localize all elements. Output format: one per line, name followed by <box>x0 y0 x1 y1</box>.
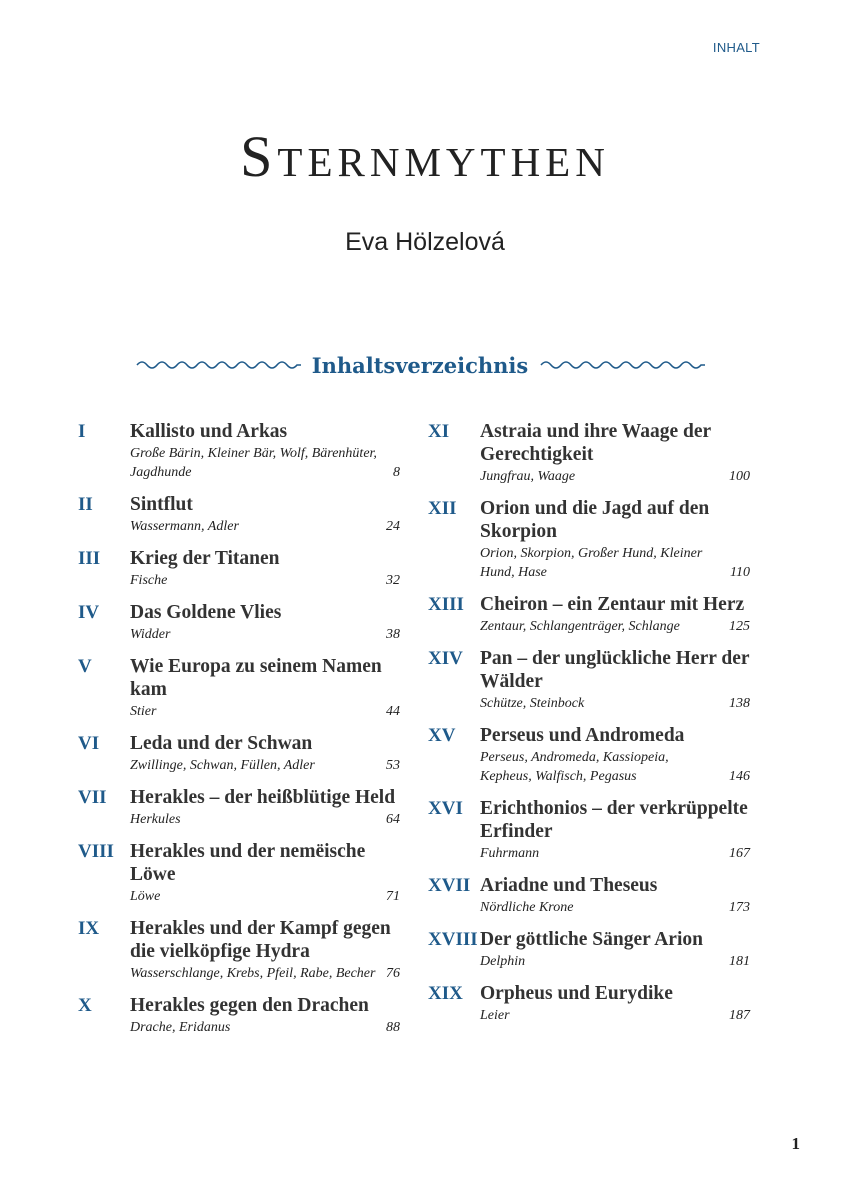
constellation-list: Nördliche Krone <box>480 900 574 915</box>
toc-entry[interactable] <box>428 593 750 636</box>
chapter-title: Erichthonios – der verkrüppelte Erfinder <box>480 798 748 842</box>
book-author: Eva Hölzelová <box>345 228 505 256</box>
chapter-numeral: X <box>78 995 92 1016</box>
toc-entry[interactable] <box>78 493 400 536</box>
toc-entry[interactable] <box>78 601 400 644</box>
chapter-title: Krieg der Titanen <box>130 548 280 569</box>
chapter-numeral: VIII <box>78 841 114 862</box>
section-label: INHALT <box>712 40 760 55</box>
toc-entry[interactable] <box>428 724 750 786</box>
constellation-list: Zwillinge, Schwan, Füllen, Adler <box>130 758 315 773</box>
toc-entry[interactable] <box>78 547 400 590</box>
toc-entry[interactable] <box>78 420 400 482</box>
constellation-list: Delphin <box>480 954 526 969</box>
page-ref: 71 <box>386 889 400 904</box>
constellation-list: Leier <box>480 1008 510 1023</box>
wave-ornament-left-icon <box>135 358 301 372</box>
constellation-list: Fuhrmann <box>480 846 540 861</box>
book-title: Sternmythen <box>240 124 610 189</box>
chapter-numeral: XI <box>428 421 450 442</box>
chapter-title: Herakles und der nemëische Löwe <box>130 841 366 885</box>
constellation-list: Löwe <box>130 889 161 904</box>
constellation-list: Schütze, Steinbock <box>480 696 585 711</box>
chapter-title: Cheiron – ein Zentaur mit Herz <box>480 594 745 615</box>
chapter-title: Herakles gegen den Drachen <box>130 995 369 1016</box>
constellation-list: Fische <box>130 573 168 588</box>
page-ref: 32 <box>386 573 400 588</box>
constellation-list: Drache, Eridanus <box>130 1020 231 1035</box>
chapter-numeral: I <box>78 421 86 442</box>
constellation-list: Zentaur, Schlangenträger, Schlange <box>480 619 680 634</box>
chapter-numeral: XVIII <box>428 929 478 950</box>
toc-entry[interactable] <box>78 994 400 1037</box>
toc-entry[interactable] <box>78 786 400 829</box>
chapter-numeral: III <box>78 548 101 569</box>
chapter-numeral: V <box>78 656 92 677</box>
toc-column-left <box>78 420 400 1048</box>
toc-entry[interactable] <box>428 497 750 582</box>
constellation-list: Herkules <box>130 812 181 827</box>
chapter-title: Der göttliche Sänger Arion <box>480 929 703 950</box>
page-ref: 64 <box>386 812 400 827</box>
chapter-title: Ariadne und Theseus <box>480 875 658 896</box>
chapter-numeral: VI <box>78 733 100 754</box>
wave-ornament-right-icon <box>539 358 705 372</box>
page-ref: 88 <box>386 1020 400 1035</box>
chapter-title: Pan – der unglückliche Herr der Wälder <box>480 648 750 692</box>
toc-entry[interactable] <box>428 928 750 971</box>
toc-heading: Inhaltsverzeichnis <box>311 352 529 378</box>
constellation-list: Orion, Skorpion, Großer Hund, Kleiner Hund, Hase <box>480 546 703 580</box>
chapter-title: Wie Europa zu seinem Namen kam <box>130 656 382 700</box>
constellation-list: Große Bärin, Kleiner Bär, Wolf, Bärenhüter, Jagdhunde <box>130 446 377 480</box>
page-ref: 146 <box>729 769 750 784</box>
toc-entry[interactable] <box>78 917 400 983</box>
constellation-list: Perseus, Andromeda, Kassiopeia, Kepheus, Walfisch, Pegasus <box>480 750 669 784</box>
toc-entry[interactable] <box>78 655 400 721</box>
chapter-title: Herakles und der Kampf gegen die vielköpfige Hydra <box>130 918 391 962</box>
chapter-numeral: XIII <box>428 594 464 615</box>
page-ref: 125 <box>729 619 750 634</box>
chapter-title: Perseus und Andromeda <box>480 725 685 746</box>
chapter-numeral: XIX <box>428 983 463 1004</box>
page-ref: 53 <box>386 758 400 773</box>
toc-entry[interactable] <box>428 874 750 917</box>
chapter-title: Kallisto und Arkas <box>130 421 288 442</box>
chapter-numeral: XV <box>428 725 456 746</box>
chapter-numeral: II <box>78 494 93 515</box>
toc-entry[interactable] <box>78 840 400 906</box>
chapter-numeral: XVI <box>428 798 463 819</box>
constellation-list: Jungfrau, Waage <box>480 469 576 484</box>
constellation-list: Wasserschlange, Krebs, Pfeil, Rabe, Becher <box>130 966 376 981</box>
constellation-list: Wassermann, Adler <box>130 519 239 534</box>
chapter-numeral: XII <box>428 498 457 519</box>
constellation-list: Widder <box>130 627 171 642</box>
constellation-list: Stier <box>130 704 157 719</box>
chapter-title: Orion und die Jagd auf den Skorpion <box>480 498 710 542</box>
chapter-numeral: XIV <box>428 648 463 669</box>
toc-entry[interactable] <box>428 420 750 486</box>
toc-entry[interactable] <box>428 982 750 1025</box>
page-ref: 187 <box>729 1008 750 1023</box>
chapter-title: Astraia und ihre Waage der Gerechtigkeit <box>480 421 711 465</box>
toc-entry[interactable] <box>428 647 750 713</box>
page-ref: 44 <box>386 704 400 719</box>
chapter-numeral: IV <box>78 602 100 623</box>
toc-entry[interactable] <box>428 797 750 863</box>
page-ref: 76 <box>386 966 400 981</box>
chapter-title: Das Goldene Vlies <box>130 602 282 623</box>
chapter-title: Orpheus und Eurydike <box>480 983 673 1004</box>
page-ref: 173 <box>729 900 750 915</box>
chapter-title: Herakles – der heißblütige Held <box>130 787 396 808</box>
page-number: 1 <box>791 1134 800 1153</box>
chapter-numeral: VII <box>78 787 107 808</box>
page-ref: 167 <box>729 846 750 861</box>
page-ref: 24 <box>386 519 400 534</box>
page-ref: 100 <box>729 469 750 484</box>
page-ref: 181 <box>729 954 750 969</box>
toc-heading-row <box>135 350 705 380</box>
page-ref: 8 <box>393 465 400 480</box>
page-ref: 110 <box>730 565 750 580</box>
page-ref: 138 <box>729 696 750 711</box>
chapter-title: Sintflut <box>130 494 193 515</box>
toc-entry[interactable] <box>78 732 400 775</box>
toc-column-right <box>428 420 750 1036</box>
chapter-title: Leda und der Schwan <box>130 733 313 754</box>
page-ref: 38 <box>386 627 400 642</box>
chapter-numeral: IX <box>78 918 100 939</box>
chapter-numeral: XVII <box>428 875 471 896</box>
